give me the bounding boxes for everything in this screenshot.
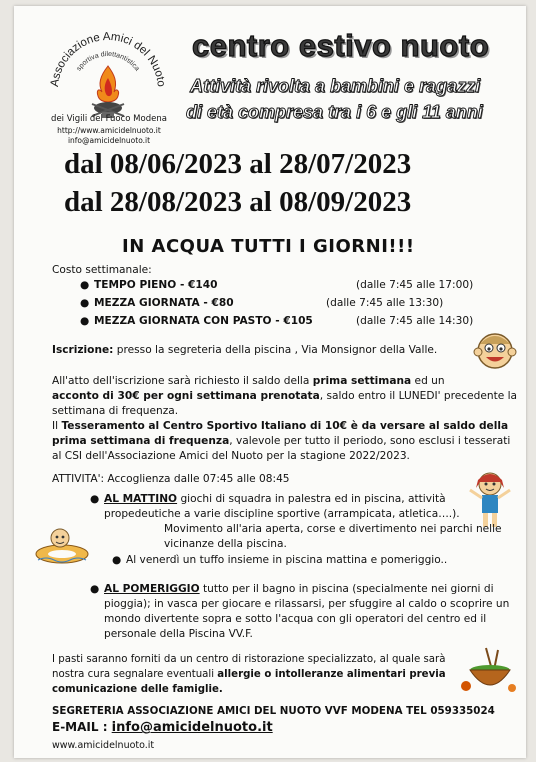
cartoon-swimmer-icon [32, 520, 92, 568]
afternoon-text: mondo divertente sopra e sotto l'acqua con gli operatori del centro ed il [104, 613, 487, 625]
logo-url: http://www.amicidelnuoto.it [57, 126, 161, 135]
meals-text: nostra cura segnalare eventuali [52, 669, 218, 680]
afternoon-text: pioggia); in vasca per giocare e rilassarsi, per sfuggire al caldo o scoprire un [104, 598, 510, 610]
meals-paragraph [52, 652, 466, 697]
payment-deposit: acconto di 30€ per ogni settimana prenotata [52, 390, 320, 402]
flyer-page [14, 6, 526, 758]
date-range-1: dal 08/06/2023 al 28/07/2023 [64, 148, 412, 180]
payment-text: , saldo entro il LUNEDI' precedente la [319, 390, 518, 402]
secretary-line: SEGRETERIA ASSOCIAZIONE AMICI DEL NUOTO VVF MODENA TEL 059335024 [52, 705, 495, 717]
cartoon-kid-icon [472, 328, 518, 374]
afternoon-block: ● AL POMERIGGIO tutto per il bagno in piscina (specialmente nei giorni di pioggia); in vasca per giocare e rilassarsi, per sfuggire al caldo o scoprire un mondo divertente sopra e sotto l'acqua con gli operatori del centro ed il personale della Piscina VV.F. [90, 583, 510, 640]
meals-text: comunicazione delle famiglie. [52, 684, 223, 695]
cost-item-name: TEMPO PIENO - €140 [94, 279, 218, 291]
afternoon-label: AL POMERIGGIO [104, 583, 200, 595]
date-range-2: dal 28/08/2023 al 08/09/2023 [64, 186, 412, 218]
cost-item-name: MEZZA GIORNATA - €80 [94, 297, 234, 309]
salad-bowl-icon [458, 644, 518, 696]
subtitle-line-2: di età compresa tra i 6 e gli 11 anni [186, 102, 483, 122]
payment-first-week: prima settimana [312, 375, 412, 387]
cost-item-full: ● TEMPO PIENO - €140 (dalle 7:45 alle 17:00) [80, 279, 474, 291]
logo-org-name: dei Vigili del Fuoco Modena [51, 114, 167, 124]
logo-email: info@amicidelnuoto.it [67, 136, 151, 145]
payment-text: ed un [411, 375, 445, 387]
registration-label: Iscrizione: [52, 344, 114, 356]
morning-text: propedeutiche a varie discipline sportive (arrampicata, atletica….). [104, 508, 460, 520]
payment-paragraph [52, 374, 518, 419]
logo-arc-text: Associazione Amici del Nuoto [49, 30, 167, 88]
membership-first-week: prima settimana di frequenza [52, 435, 230, 447]
membership-text: al CSI dell'Associazione Amici del Nuoto per la stagione 2022/2023. [52, 450, 410, 462]
cost-item-half: ● MEZZA GIORNATA - €80 (dalle 7:45 alle 13:30) [80, 297, 444, 309]
membership-fee: Tesseramento al Centro Sportivo Italiano di 10€ è da versare al saldo della [61, 420, 509, 432]
cost-item-time: (dalle 7:45 alle 14:30) [356, 315, 474, 327]
morning-label: AL MATTINO [104, 493, 178, 505]
cost-item-time: (dalle 7:45 alle 17:00) [356, 279, 474, 291]
morning-text: vicinanze della piscina. [164, 538, 287, 550]
email-label: E-MAIL : [52, 720, 112, 734]
activities-heading: ATTIVITA': Accoglienza dalle 07:45 alle 08:45 [52, 473, 290, 485]
cost-item-time: (dalle 7:45 alle 13:30) [326, 297, 444, 309]
payment-text: settimana di frequenza. [52, 405, 179, 417]
headline: IN ACQUA TUTTI I GIORNI!!! [122, 236, 415, 257]
logo-sub-arc-text: sportiva dilettantistica [75, 50, 141, 73]
membership-text: Il [52, 420, 62, 432]
morning-text: Movimento all'aria aperta, corse e divertimento nei parchi nelle [164, 523, 502, 535]
friday-line: ● Al venerdì un tuffo insieme in piscina mattina e pomeriggio.. [112, 554, 448, 566]
payment-text: All'atto dell'iscrizione sarà richiesto il saldo della [52, 375, 313, 387]
website-link[interactable]: www.amicidelnuoto.it [52, 740, 155, 751]
cost-label: Costo settimanale: [52, 264, 152, 276]
registration-text: presso la segreteria della piscina , Via Monsignor della Valle. [116, 344, 438, 356]
email-link[interactable]: info@amicidelnuoto.it [111, 720, 273, 735]
afternoon-text: tutto per il bagno in piscina (specialmente nei giorni di [199, 583, 494, 595]
association-logo [44, 24, 172, 152]
subtitle-line-1: Attività rivolta a bambini e ragazzi [190, 76, 481, 96]
meals-text: I pasti saranno forniti da un centro di ristorazione specializzato, al quale sarà [52, 654, 446, 665]
cost-item-name: MEZZA GIORNATA CON PASTO - €105 [94, 315, 313, 327]
morning-block: ● AL MATTINO giochi di squadra in palestra ed in piscina, attività propedeutiche a varie discipline sportive (arrampicata, atletica….). Movimento all'aria aperta, corse e divertimento nei parchi nelle vicinanze della piscina. [90, 493, 502, 550]
registration-line [52, 343, 437, 358]
morning-text: giochi di squadra in palestra ed in piscina, attività [177, 493, 446, 505]
afternoon-text: personale della Piscina VV.F. [104, 628, 253, 640]
membership-paragraph [52, 419, 511, 464]
meals-allergies: allergie o intolleranze alimentari previa [217, 669, 446, 680]
email-line [52, 720, 273, 735]
membership-text: , valevole per tutto il periodo, sono esclusi i tesserati [229, 435, 511, 447]
cost-item-half-meal: ● MEZZA GIORNATA CON PASTO - €105 (dalle 7:45 alle 14:30) [80, 315, 474, 327]
flyer-title: centro estivo nuoto [192, 28, 490, 63]
friday-text: Al venerdì un tuffo insieme in piscina mattina e pomeriggio.. [126, 554, 448, 566]
